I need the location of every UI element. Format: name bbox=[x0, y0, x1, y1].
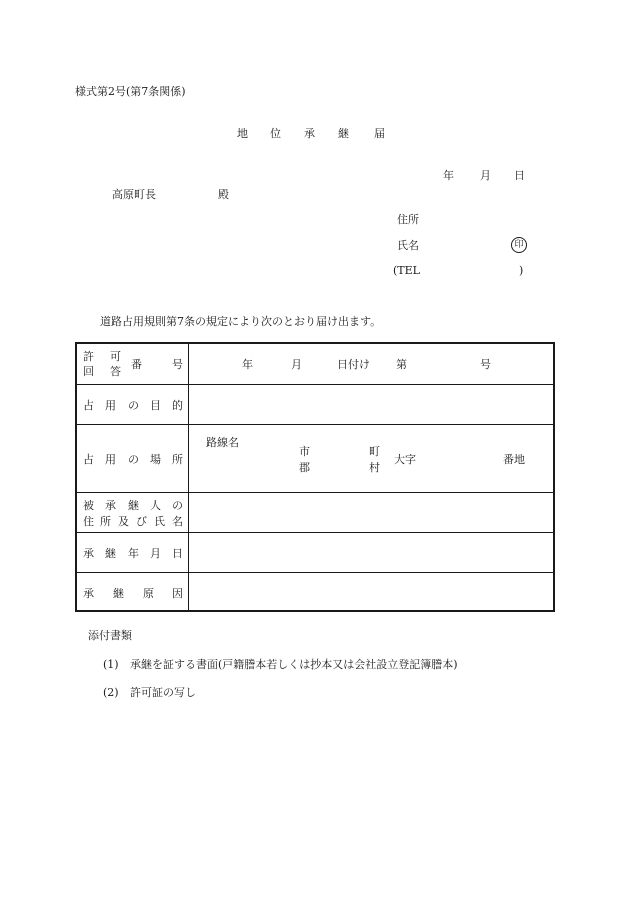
shi-label: 市 bbox=[299, 445, 310, 458]
date-day-label: 日 bbox=[514, 169, 525, 182]
label-char: 的 bbox=[172, 399, 183, 412]
label-char: 所 bbox=[100, 515, 111, 528]
oaza-label: 大字 bbox=[394, 453, 416, 466]
label-char: 許 bbox=[83, 350, 94, 363]
date-year-label: 年 bbox=[443, 169, 454, 182]
attachments-heading: 添付書類 bbox=[88, 629, 132, 642]
permit-dated-label: 日付け bbox=[337, 358, 370, 371]
addressee-name: 高原町長 bbox=[112, 188, 156, 201]
label-char: 番 bbox=[131, 358, 142, 371]
label-char: 可 bbox=[110, 350, 121, 363]
attachment-number: (2) bbox=[103, 686, 119, 699]
title-char: 継 bbox=[338, 127, 349, 140]
label-char: 占 bbox=[83, 399, 94, 412]
row-place bbox=[77, 424, 553, 493]
label-char: 原 bbox=[143, 587, 154, 600]
permit-dai-label: 第 bbox=[396, 358, 407, 371]
label-char: 承 bbox=[83, 587, 94, 600]
gun-label: 郡 bbox=[299, 461, 310, 474]
title-char: 地 bbox=[237, 127, 248, 140]
row-permit-number bbox=[77, 344, 553, 384]
seal-mark bbox=[511, 237, 527, 253]
permit-go-label: 号 bbox=[480, 358, 491, 371]
row-succession-reason bbox=[77, 572, 553, 613]
label-char: 場 bbox=[150, 453, 161, 466]
label-char: 及 bbox=[118, 515, 129, 528]
form-number: 様式第2号(第7条関係) bbox=[75, 85, 186, 98]
label-char: 承 bbox=[83, 547, 94, 560]
row-purpose bbox=[77, 384, 553, 425]
label-char: 回 bbox=[83, 365, 94, 378]
seal-char: 印 bbox=[514, 240, 524, 250]
label-char: 日 bbox=[172, 547, 183, 560]
route-name-label: 路線名 bbox=[206, 436, 239, 449]
label-char: 月 bbox=[150, 547, 161, 560]
label-char: 答 bbox=[110, 365, 121, 378]
label-char: 目 bbox=[150, 399, 161, 412]
label-char: 号 bbox=[172, 358, 183, 371]
address-label: 住所 bbox=[397, 213, 419, 226]
name-label: 氏名 bbox=[397, 239, 419, 252]
permit-month-label: 月 bbox=[291, 358, 302, 371]
row-successor bbox=[77, 492, 553, 533]
label-char: 承 bbox=[105, 499, 116, 512]
label-char: 氏 bbox=[154, 515, 165, 528]
mura-label: 村 bbox=[369, 461, 380, 474]
tel-open: (TEL bbox=[393, 264, 420, 277]
label-char: 継 bbox=[105, 547, 116, 560]
intro-text: 道路占用規則第7条の規定により次のとおり届け出ます。 bbox=[100, 315, 382, 328]
addressee-honorific: 殿 bbox=[218, 188, 229, 201]
label-char: の bbox=[128, 453, 139, 466]
label-char: 用 bbox=[105, 399, 116, 412]
label-char: の bbox=[128, 399, 139, 412]
label-char: 年 bbox=[128, 547, 139, 560]
permit-year-label: 年 bbox=[242, 358, 253, 371]
label-char: 用 bbox=[105, 453, 116, 466]
attachment-text: 承継を証する書面(戸籍謄本若しくは抄本又は会社設立登記簿謄本) bbox=[130, 658, 458, 671]
label-char: 人 bbox=[150, 499, 161, 512]
tel-close: ) bbox=[519, 264, 524, 277]
label-char: の bbox=[172, 499, 183, 512]
form-table bbox=[75, 342, 555, 612]
row-succession-date bbox=[77, 532, 553, 573]
date-month-label: 月 bbox=[480, 169, 491, 182]
label-char: 占 bbox=[83, 453, 94, 466]
label-char: 継 bbox=[113, 587, 124, 600]
title-char: 位 bbox=[270, 127, 281, 140]
attachment-number: (1) bbox=[103, 658, 119, 671]
label-char: 名 bbox=[172, 515, 183, 528]
label-char: 所 bbox=[172, 453, 183, 466]
label-char: 被 bbox=[83, 499, 94, 512]
banchi-label: 番地 bbox=[503, 453, 525, 466]
label-char: 継 bbox=[128, 499, 139, 512]
label-char: び bbox=[136, 515, 147, 528]
title-char: 承 bbox=[304, 127, 315, 140]
attachment-text: 許可証の写し bbox=[130, 686, 196, 699]
label-char: 因 bbox=[172, 587, 183, 600]
title-char: 届 bbox=[374, 127, 385, 140]
machi-label: 町 bbox=[369, 445, 380, 458]
label-char: 住 bbox=[83, 515, 94, 528]
